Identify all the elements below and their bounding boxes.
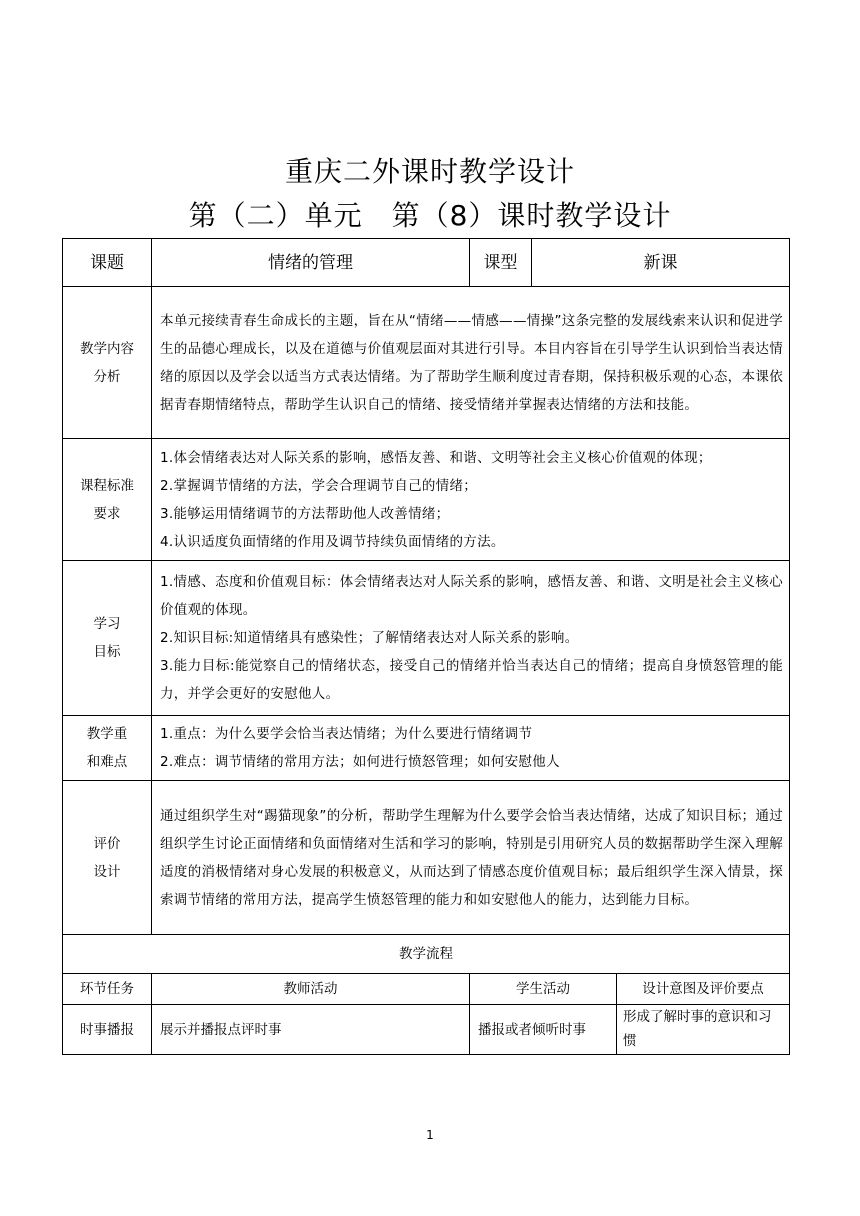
type-value: 新课 [532, 239, 790, 287]
lesson-plan-table [62, 238, 790, 1055]
learning-objectives-row [63, 561, 790, 716]
column-header-teacher: 教师活动 [152, 974, 470, 1005]
list-item: 2.难点：调节情绪的常用方法；如何进行愤怒管理；如何安慰他人 [160, 754, 560, 770]
list-item: 1.情感、态度和价值观目标：体会情绪表达对人际关系的影响，感悟友善、和谐、文明是社会主义核心价值观的体现。 [160, 574, 783, 618]
column-header-student: 学生活动 [470, 974, 617, 1005]
curriculum-standards-list [152, 439, 790, 561]
learning-objectives-label: 学习 目标 [63, 561, 152, 716]
key-points-list [152, 716, 790, 781]
process-header-row [63, 974, 790, 1005]
list-item: 1.重点：为什么要学会恰当表达情绪；为什么要进行情绪调节 [160, 726, 533, 742]
list-item: 3.能力目标:能觉察自己的情绪状态，接受自己的情绪并恰当表达自己的情绪；提高自身愤怒管理的能力，并学会更好的安慰他人。 [160, 658, 783, 702]
process-task: 时事播报 [63, 1005, 152, 1055]
process-teacher-activity: 展示并播报点评时事 [152, 1005, 470, 1055]
list-item: 2.知识目标:知道情绪具有感染性；了解情绪表达对人际关系的影响。 [160, 630, 579, 646]
evaluation-row [63, 781, 790, 935]
content-analysis-text: 本单元接续青春生命成长的主题，旨在从“情绪——情感——情操”这条完整的发展线索来认识和促进学生的品德心理成长，以及在道德与价值观层面对其进行引导。本目内容旨在引导学生认识到恰当表达情绪的原因以及学会以适当方式表达情绪。为了帮助学生顺利度过青春期，保持积极乐观的心态，本课依据青春期情绪特点，帮助学生认识自己的情绪、接受情绪并掌握表达情绪的方法和技能。 [152, 287, 790, 439]
topic-row [63, 239, 790, 287]
topic-label: 课题 [63, 239, 152, 287]
list-item: 4.认识适度负面情绪的作用及调节持续负面情绪的方法。 [160, 533, 505, 550]
curriculum-standards-row [63, 439, 790, 561]
table-row [63, 1005, 790, 1055]
content-analysis-row [63, 287, 790, 439]
key-points-row [63, 716, 790, 781]
process-title: 教学流程 [63, 935, 790, 974]
evaluation-text: 通过组织学生对“踢猫现象”的分析，帮助学生理解为什么要学会恰当表达情绪，达成了知识目标；通过组织学生讨论正面情绪和负面情绪对生活和学习的影响，特别是引用研究人员的数据帮助学生深入理解适度的消极情绪对身心发展的积极意义，从而达到了情感态度价值观目标；最后组织学生深入情景，探索调节情绪的常用方法，提高学生愤怒管理的能力和如安慰他人的能力，达到能力目标。 [152, 781, 790, 935]
evaluation-label: 评价 设计 [63, 781, 152, 935]
process-student-activity: 播报或者倾听时事 [470, 1005, 617, 1055]
process-title-row [63, 935, 790, 974]
content-analysis-label: 教学内容 分析 [63, 287, 152, 439]
curriculum-standards-label: 课程标准 要求 [63, 439, 152, 561]
list-item: 1.体会情绪表达对人际关系的影响，感悟友善、和谐、文明等社会主义核心价值观的体现； [160, 449, 712, 466]
unit-title: 第（二）单元 第（8）课时教学设计 [188, 199, 672, 232]
topic-value: 情绪的管理 [152, 239, 470, 287]
list-item: 3.能够运用情绪调节的方法帮助他人改善情绪； [160, 505, 450, 522]
column-header-intent: 设计意图及评价要点 [617, 974, 790, 1005]
key-points-label: 教学重 和难点 [63, 716, 152, 781]
column-header-task: 环节任务 [63, 974, 152, 1005]
learning-objectives-list [152, 561, 790, 716]
process-intent: 形成了解时事的意识和习惯 [617, 1005, 790, 1055]
school-title: 重庆二外课时教学设计 [284, 155, 575, 188]
type-label: 课型 [470, 239, 532, 287]
page-number: 1 [426, 1128, 434, 1142]
list-item: 2.掌握调节情绪的方法，学会合理调节自己的情绪； [160, 477, 478, 494]
